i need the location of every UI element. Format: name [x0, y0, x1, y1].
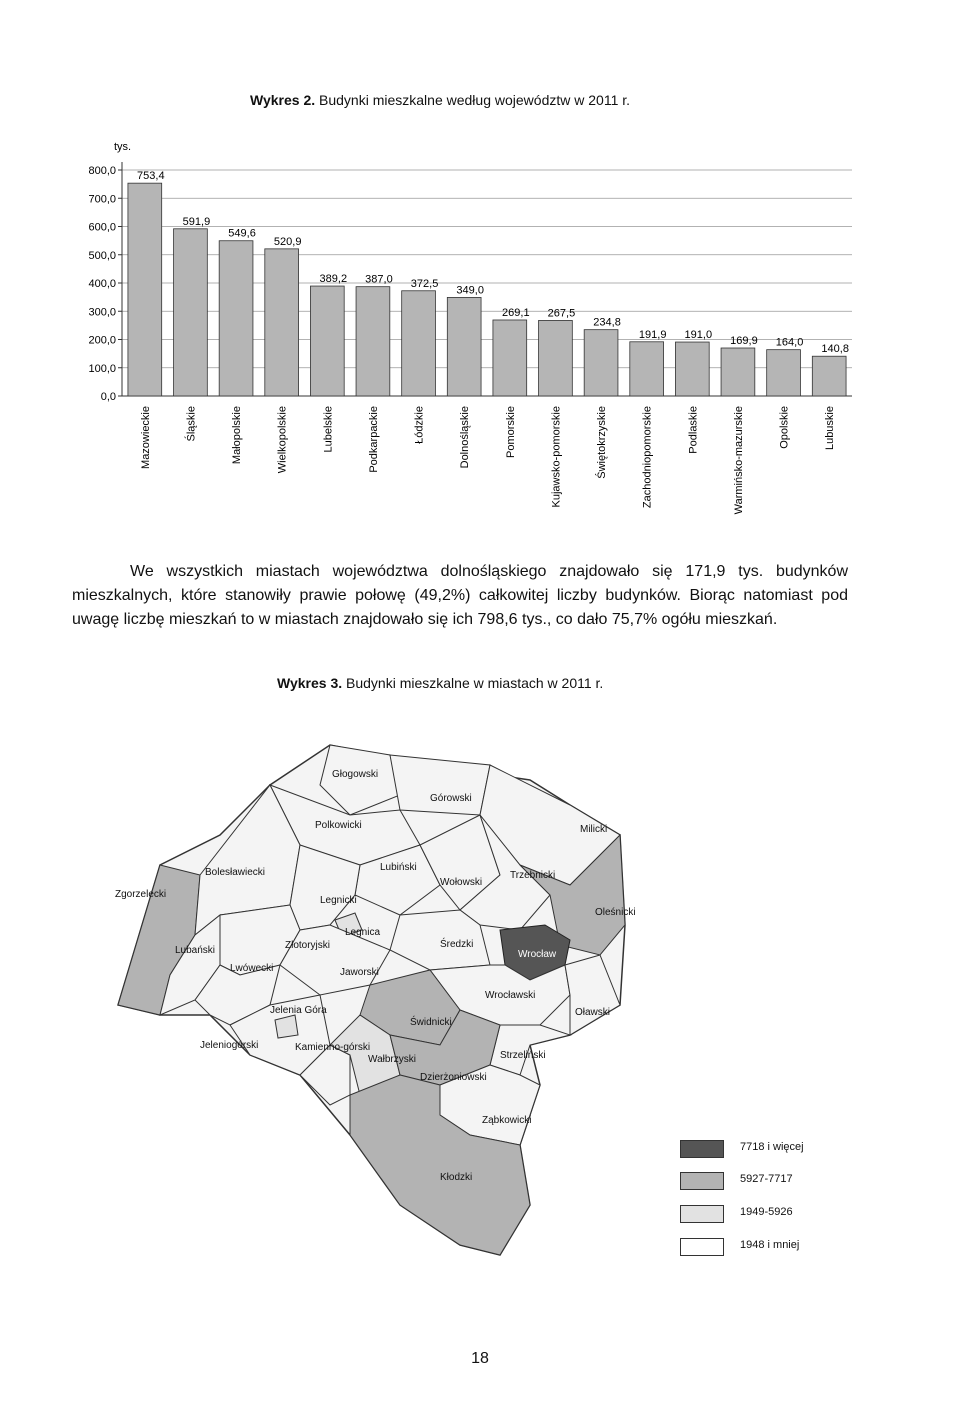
- county-label: Trzebnicki: [510, 870, 556, 881]
- bar: [675, 342, 709, 396]
- bar: [812, 356, 846, 396]
- bar-value-label: 191,9: [638, 328, 667, 341]
- bar-value-label: 753,4: [137, 170, 165, 183]
- category-label: Zachodniopomorskie: [641, 406, 654, 509]
- county-label: Zgorzelecki: [115, 889, 167, 900]
- county-label: Oleśnicki: [595, 907, 636, 918]
- bar: [174, 229, 208, 396]
- county-label: Dzierżoniowski: [420, 1072, 487, 1083]
- bar-value-label: 549,6: [228, 227, 256, 240]
- category-label: Podlaskie: [687, 406, 700, 454]
- bar: [447, 297, 481, 396]
- county-label: Polkowicki: [315, 820, 362, 831]
- category-label: Dolnośląskie: [459, 406, 472, 469]
- bar-chart: [80, 140, 860, 530]
- y-tick-label: 300,0: [88, 306, 116, 319]
- unit-label: tys.: [114, 141, 132, 153]
- bar: [356, 287, 390, 396]
- county-label: Lubiński: [380, 862, 417, 873]
- category-label: Opolskie: [778, 406, 791, 449]
- county-label: Jeleniogórski: [200, 1040, 259, 1051]
- county-label: Wrocław: [518, 949, 557, 960]
- county-label: Bolesławiecki: [205, 867, 266, 878]
- legend-item: 7718 i więcej: [680, 1140, 880, 1160]
- y-tick-label: 500,0: [88, 249, 116, 262]
- chart2-title: Wykres 3. Budynki mieszkalne w miastach w 2011 r.: [277, 675, 604, 691]
- bar: [219, 241, 253, 396]
- legend-swatch: [680, 1205, 724, 1223]
- county-label: Średzki: [440, 939, 474, 950]
- legend-item: 5927-7717: [680, 1172, 880, 1192]
- county-label: Jelenia Góra: [270, 1005, 327, 1016]
- y-tick-label: 800,0: [88, 165, 116, 177]
- county-label: Lwówecki: [230, 963, 274, 974]
- bar-value-label: 140,8: [821, 343, 849, 356]
- county-label: Głogowski: [332, 769, 379, 780]
- bar-value-label: 267,5: [547, 307, 576, 320]
- category-label: Podkarpackie: [367, 406, 380, 473]
- category-label: Lubelskie: [322, 406, 335, 453]
- y-tick-label: 200,0: [88, 334, 116, 347]
- chart1-title: Wykres 2. Budynki mieszkalne według województw w 2011 r.: [250, 92, 631, 108]
- y-tick-label: 600,0: [88, 221, 116, 234]
- county-label: Ząbkowicki: [482, 1115, 532, 1126]
- legend-item: 1948 i mniej: [680, 1238, 880, 1258]
- page-number: 18: [471, 1350, 489, 1367]
- county-label: Strzeliński: [500, 1050, 546, 1061]
- county-map: [100, 725, 660, 1285]
- bar-value-label: 169,9: [730, 335, 758, 348]
- county-label: Złotoryjski: [285, 940, 331, 951]
- county-label: Milicki: [580, 824, 608, 835]
- body-paragraph: We wszystkich miastach województwa dolnośląskiego znajdowało się 171,9 tys. budynków mieszkalnych, które stanowiły prawie połowę (49,2%) całkowitej liczby budynków. Biorąc natomiast pod uwagę liczbę mieszkań to w miastach znajdowało się ich 798,6 tys., co dało 75,7% ogółu mieszkań.: [72, 563, 848, 628]
- county-label: Lubański: [175, 945, 216, 956]
- county-label: Legnica: [345, 927, 381, 938]
- bar-value-label: 387,0: [365, 273, 393, 286]
- county-label: Kłodzki: [440, 1172, 473, 1183]
- category-label: Mazowieckie: [139, 406, 152, 469]
- county-label: Górowski: [430, 793, 472, 804]
- y-tick-label: 700,0: [88, 193, 116, 206]
- bar: [539, 320, 573, 396]
- category-label: Śląskie: [185, 406, 198, 442]
- county-label: Kamienno-górski: [295, 1042, 371, 1053]
- y-tick-label: 0,0: [100, 391, 116, 403]
- category-label: Wielkopolskie: [276, 406, 289, 474]
- category-label: Lubuskie: [824, 406, 837, 451]
- county-label: Świdnicki: [410, 1017, 452, 1028]
- county-label: Wałbrzyski: [368, 1054, 416, 1065]
- bar: [402, 291, 436, 396]
- category-label: Warmińsko-mazurskie: [732, 406, 745, 515]
- category-label: Świętokrzyskie: [596, 406, 609, 479]
- bar: [265, 249, 299, 396]
- county-label: Jaworski: [340, 967, 379, 978]
- legend-item: 1949-5926: [680, 1205, 880, 1225]
- bar-value-label: 164,0: [775, 336, 804, 349]
- bar: [584, 330, 618, 396]
- category-label: Kujawsko-pomorskie: [550, 406, 563, 508]
- bar: [310, 286, 344, 396]
- bar-value-label: 191,0: [684, 329, 713, 342]
- bar: [721, 348, 755, 396]
- county-label: Wrocławski: [485, 990, 536, 1001]
- bar: [767, 350, 801, 396]
- bar: [128, 183, 162, 396]
- bar-value-label: 349,0: [456, 284, 484, 297]
- legend-swatch: [680, 1172, 724, 1190]
- bar-value-label: 389,2: [319, 273, 348, 286]
- county-label: Legnicki: [320, 895, 357, 906]
- county-gorowski: [390, 755, 490, 815]
- bar-value-label: 234,8: [593, 316, 621, 329]
- legend-swatch: [680, 1238, 724, 1256]
- category-label: Małopolskie: [231, 406, 244, 465]
- bar-value-label: 269,1: [502, 306, 530, 319]
- bar: [493, 320, 527, 396]
- bar-value-label: 372,5: [410, 277, 439, 290]
- bar: [630, 342, 664, 396]
- y-tick-label: 400,0: [88, 278, 116, 290]
- category-label: Pomorskie: [504, 406, 517, 458]
- legend-swatch: [680, 1140, 724, 1158]
- bar-value-label: 591,9: [182, 215, 211, 228]
- bar-value-label: 520,9: [273, 235, 302, 248]
- y-tick-label: 100,0: [88, 362, 116, 375]
- county-label: Wołowski: [440, 877, 483, 888]
- category-label: Łódzkie: [413, 406, 426, 444]
- county-label: Oławski: [575, 1007, 611, 1018]
